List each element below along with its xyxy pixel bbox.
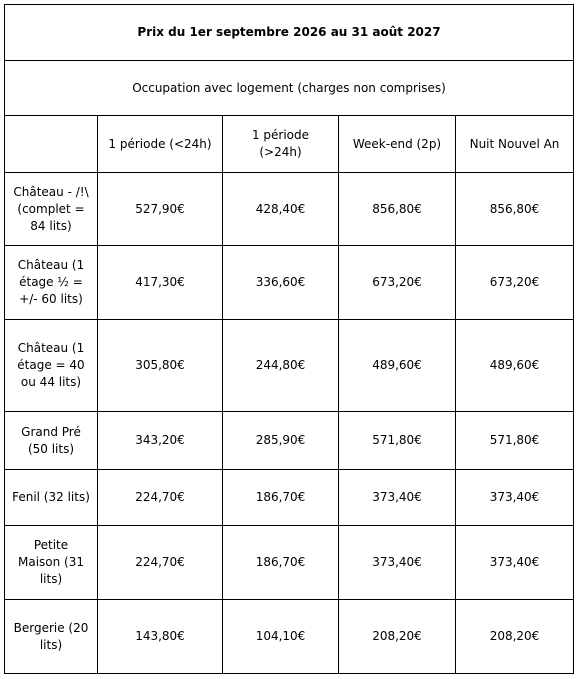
row-label: Château (1 étage = 40 ou 44 lits) <box>5 320 98 412</box>
row-label: Fenil (32 lits) <box>5 470 98 526</box>
price-cell: 336,60€ <box>223 246 339 320</box>
header-cell: 1 période (>24h) <box>223 116 339 173</box>
price-cell: 571,80€ <box>456 412 574 470</box>
table-row <box>5 526 574 600</box>
price-cell: 673,20€ <box>456 246 574 320</box>
price-cell: 208,20€ <box>339 600 456 674</box>
row-label: Petite Maison (31 lits) <box>5 526 98 600</box>
price-cell: 373,40€ <box>456 470 574 526</box>
price-cell: 673,20€ <box>339 246 456 320</box>
header-cell: 1 période (<24h) <box>98 116 223 173</box>
table-row <box>5 320 574 412</box>
price-cell: 527,90€ <box>98 173 223 246</box>
price-cell: 489,60€ <box>456 320 574 412</box>
header-row <box>5 116 574 173</box>
price-cell: 285,90€ <box>223 412 339 470</box>
price-cell: 373,40€ <box>339 470 456 526</box>
price-cell: 186,70€ <box>223 526 339 600</box>
header-cell: Week-end (2p) <box>339 116 456 173</box>
price-cell: 489,60€ <box>339 320 456 412</box>
price-cell: 856,80€ <box>339 173 456 246</box>
table-title: Prix du 1er septembre 2026 au 31 août 2027 <box>5 5 574 61</box>
table-row <box>5 246 574 320</box>
price-cell: 244,80€ <box>223 320 339 412</box>
table-row <box>5 600 574 674</box>
price-cell: 224,70€ <box>98 526 223 600</box>
table-subtitle: Occupation avec logement (charges non comprises) <box>5 61 574 116</box>
price-table-container <box>4 4 574 674</box>
price-cell: 143,80€ <box>98 600 223 674</box>
header-cell: Nuit Nouvel An <box>456 116 574 173</box>
table-row <box>5 173 574 246</box>
header-cell-empty <box>5 116 98 173</box>
price-cell: 373,40€ <box>456 526 574 600</box>
price-cell: 305,80€ <box>98 320 223 412</box>
price-cell: 571,80€ <box>339 412 456 470</box>
row-label: Bergerie (20 lits) <box>5 600 98 674</box>
price-cell: 208,20€ <box>456 600 574 674</box>
price-cell: 104,10€ <box>223 600 339 674</box>
price-table <box>4 4 574 674</box>
price-cell: 373,40€ <box>339 526 456 600</box>
row-label: Château - /!\ (complet = 84 lits) <box>5 173 98 246</box>
price-cell: 856,80€ <box>456 173 574 246</box>
table-row <box>5 470 574 526</box>
table-row <box>5 412 574 470</box>
price-cell: 343,20€ <box>98 412 223 470</box>
row-label: Château (1 étage ½ = +/- 60 lits) <box>5 246 98 320</box>
price-cell: 428,40€ <box>223 173 339 246</box>
price-cell: 224,70€ <box>98 470 223 526</box>
row-label: Grand Pré (50 lits) <box>5 412 98 470</box>
price-cell: 417,30€ <box>98 246 223 320</box>
price-cell: 186,70€ <box>223 470 339 526</box>
